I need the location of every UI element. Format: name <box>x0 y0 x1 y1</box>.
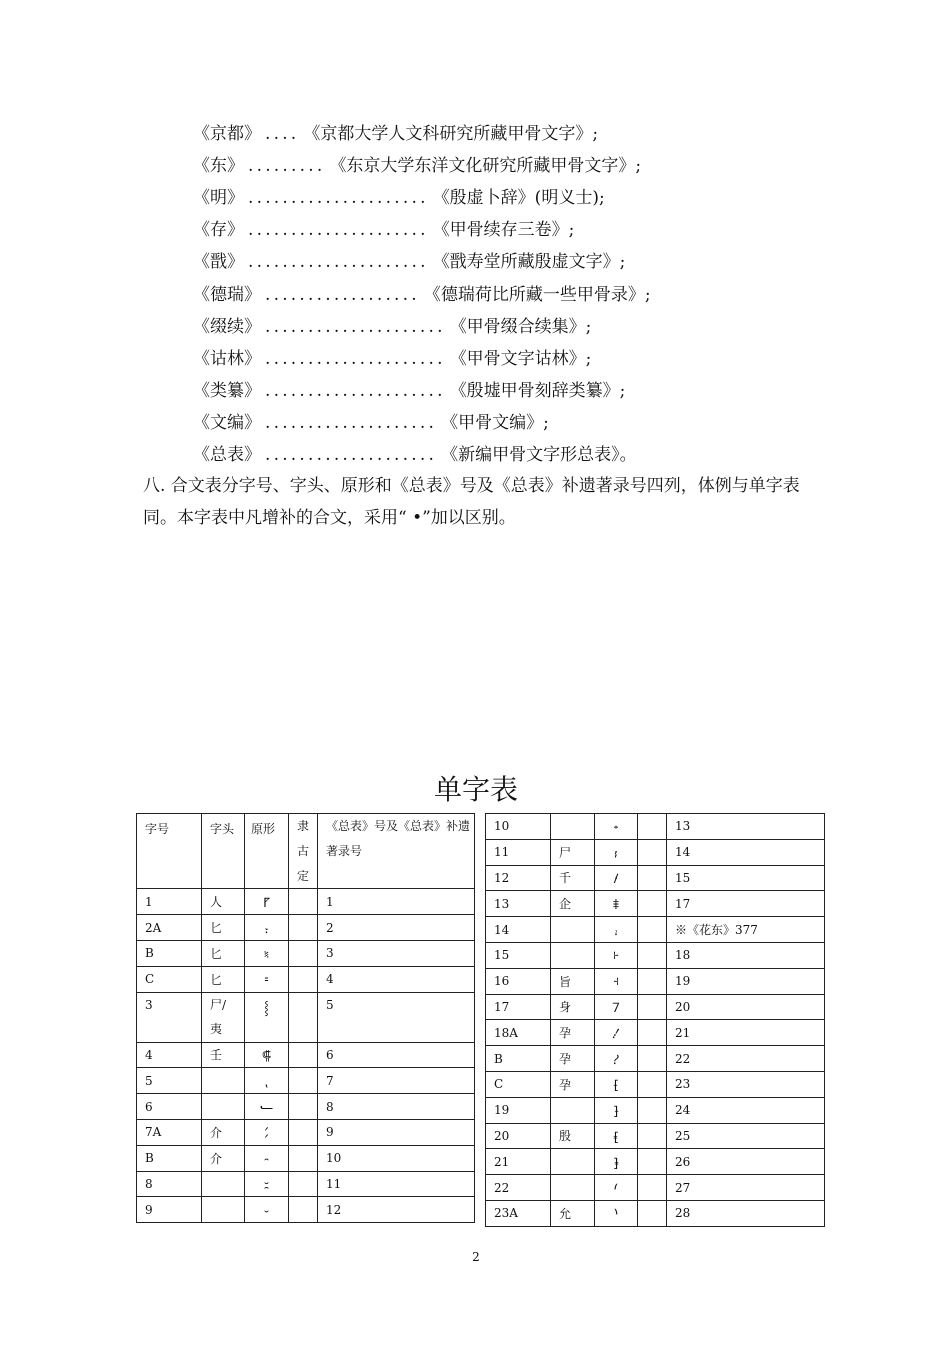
cell-li <box>638 1046 667 1072</box>
table-row <box>137 1145 475 1171</box>
cell-head <box>202 1171 245 1197</box>
cell-glyph: ⹙ <box>595 1175 638 1201</box>
cell-num: B <box>137 940 202 966</box>
abbreviation-line <box>193 124 598 144</box>
cell-li <box>638 1020 667 1046</box>
table-row <box>137 889 475 915</box>
abbreviation-dots: .... <box>265 124 300 144</box>
cell-head: 匕 <box>202 966 245 992</box>
cell-num: 11 <box>486 839 551 865</box>
cell-head <box>551 814 595 840</box>
table-row <box>486 1149 825 1175</box>
table-row <box>486 1046 825 1072</box>
abbreviation-short: 《缀续》 <box>193 317 261 337</box>
abbreviation-dots: ..................... <box>265 349 446 369</box>
abbreviation-short: 《类纂》 <box>193 381 261 401</box>
character-table-left <box>136 813 475 1223</box>
cell-li <box>289 1197 318 1223</box>
cell-glyph: ⹅ <box>245 1145 289 1171</box>
cell-ref: 12 <box>318 1197 475 1223</box>
cell-li <box>638 814 667 840</box>
cell-num: 15 <box>486 942 551 968</box>
table-title: 单字表 <box>433 773 518 806</box>
cell-head: 孕 <box>551 1020 595 1046</box>
cell-li <box>289 1042 318 1068</box>
cell-num: C <box>486 1071 551 1097</box>
table-row <box>486 1175 825 1201</box>
cell-num: 5 <box>137 1068 202 1094</box>
cell-num: 17 <box>486 994 551 1020</box>
header-li: 隶 古 定 <box>289 814 318 889</box>
cell-li <box>289 1171 318 1197</box>
cell-li <box>289 889 318 915</box>
cell-li <box>638 917 667 943</box>
cell-head: 企 <box>551 891 595 917</box>
cell-head <box>551 917 595 943</box>
cell-num: 13 <box>486 891 551 917</box>
cell-head <box>202 1094 245 1120</box>
cell-num: 12 <box>486 865 551 891</box>
cell-head: 介 <box>202 1145 245 1171</box>
cell-num: C <box>137 966 202 992</box>
cell-li <box>638 942 667 968</box>
cell-num: 19 <box>486 1097 551 1123</box>
table-row <box>486 814 825 840</box>
cell-head: 旨 <box>551 968 595 994</box>
cell-head <box>551 1097 595 1123</box>
abbreviation-short: 《总表》 <box>193 445 261 465</box>
abbreviation-full: 《甲骨文字诂林》; <box>449 349 592 369</box>
cell-head: 介 <box>202 1119 245 1145</box>
cell-li <box>638 1123 667 1149</box>
cell-num: 6 <box>137 1094 202 1120</box>
abbreviation-full: 《新编甲骨文字形总表》。 <box>441 445 637 465</box>
cell-li <box>638 865 667 891</box>
cell-num: 2A <box>137 915 202 941</box>
cell-head <box>202 1197 245 1223</box>
abbreviation-dots: ..................... <box>248 220 429 240</box>
abbreviation-short: 《东》 <box>193 156 244 176</box>
cell-num: 18A <box>486 1020 551 1046</box>
cell-li <box>638 994 667 1020</box>
cell-ref: 18 <box>667 942 825 968</box>
abbreviation-short: 《存》 <box>193 220 244 240</box>
cell-ref: 8 <box>318 1094 475 1120</box>
abbreviation-full: 《甲骨缀合续集》; <box>449 317 592 337</box>
abbreviation-line <box>193 317 591 337</box>
cell-glyph: ⹋ <box>595 891 638 917</box>
cell-ref: ※《花东》377 <box>667 917 825 943</box>
cell-ref: 14 <box>667 839 825 865</box>
cell-ref: 6 <box>318 1042 475 1068</box>
cell-glyph: ⹆ <box>245 1171 289 1197</box>
table-row <box>137 1042 475 1068</box>
abbreviation-line <box>193 445 637 465</box>
abbreviation-dots: ..................... <box>248 188 429 208</box>
cell-head: 壬 <box>202 1042 245 1068</box>
character-table-right <box>485 813 825 1227</box>
cell-li <box>638 1097 667 1123</box>
table-row <box>137 1171 475 1197</box>
abbreviation-full: 《德瑞荷比所藏一些甲骨录》; <box>423 285 651 305</box>
cell-num: 1 <box>137 889 202 915</box>
cell-li <box>289 1145 318 1171</box>
cell-li <box>638 1149 667 1175</box>
cell-num: 4 <box>137 1042 202 1068</box>
cell-ref: 5 <box>318 992 475 1042</box>
cell-num: 20 <box>486 1123 551 1149</box>
cell-head: 孕 <box>551 1046 595 1072</box>
cell-li <box>289 915 318 941</box>
cell-glyph: ⹏ <box>245 940 289 966</box>
abbreviation-short: 《诂林》 <box>193 349 261 369</box>
cell-num: 22 <box>486 1175 551 1201</box>
table-row <box>137 992 475 1042</box>
abbreviation-line <box>193 220 574 240</box>
cell-glyph: ⹗ <box>595 1123 638 1149</box>
cell-glyph: ⹁ <box>245 1068 289 1094</box>
cell-head: 匕 <box>202 915 245 941</box>
cell-head <box>202 1068 245 1094</box>
table-row <box>137 1197 475 1223</box>
cell-glyph: ⹓ <box>595 1020 638 1046</box>
table-row <box>486 891 825 917</box>
abbreviation-line <box>193 156 641 176</box>
cell-ref: 28 <box>667 1200 825 1226</box>
table-row <box>486 1071 825 1097</box>
cell-li <box>638 968 667 994</box>
abbreviation-full: 《戬寿堂所藏殷虚文字》; <box>432 252 626 272</box>
table-row <box>486 1123 825 1149</box>
table-row <box>486 994 825 1020</box>
table-row <box>137 966 475 992</box>
cell-ref: 21 <box>667 1020 825 1046</box>
cell-ref: 9 <box>318 1119 475 1145</box>
table-row <box>486 1200 825 1226</box>
abbreviation-dots: .................... <box>265 445 438 465</box>
cell-li <box>638 1200 667 1226</box>
header-head: 字头 <box>202 814 245 889</box>
cell-li <box>289 940 318 966</box>
cell-head <box>551 1149 595 1175</box>
cell-ref: 15 <box>667 865 825 891</box>
header-num: 字号 <box>137 814 202 889</box>
section-eight-paragraph: 八. 合文表分字号、字头、原形和《总表》号及《总表》补遗著录号四列，体例与单字表同。本字表中凡增补的合文，采用“ •”加以区别。 <box>143 476 800 528</box>
cell-glyph: ⹌ <box>595 917 638 943</box>
header-form: 原形 <box>245 814 289 889</box>
cell-ref: 19 <box>667 968 825 994</box>
cell-head: 匕 <box>202 940 245 966</box>
cell-glyph: ⹕ <box>595 1071 638 1097</box>
cell-ref: 20 <box>667 994 825 1020</box>
cell-li <box>289 1094 318 1120</box>
cell-li <box>638 1071 667 1097</box>
cell-glyph: ⹎ <box>245 915 289 941</box>
cell-glyph: ⹃ <box>245 1094 289 1120</box>
cell-li <box>289 992 318 1042</box>
cell-num: 3 <box>137 992 202 1042</box>
cell-num: 21 <box>486 1149 551 1175</box>
table-row <box>486 865 825 891</box>
abbreviation-short: 《京都》 <box>193 124 261 144</box>
cell-li <box>289 966 318 992</box>
cell-ref: 17 <box>667 891 825 917</box>
abbreviation-full: 《甲骨文编》; <box>441 413 549 433</box>
table-row <box>137 915 475 941</box>
abbreviation-full: 《殷虚卜辞》(明义士); <box>432 188 605 208</box>
table-row <box>486 839 825 865</box>
cell-num: 8 <box>137 1171 202 1197</box>
abbreviation-short: 《明》 <box>193 188 244 208</box>
cell-ref: 25 <box>667 1123 825 1149</box>
cell-li <box>638 1175 667 1201</box>
cell-li <box>289 1068 318 1094</box>
cell-num: B <box>137 1145 202 1171</box>
cell-glyph: ⸾ <box>245 992 289 1042</box>
cell-ref: 23 <box>667 1071 825 1097</box>
cell-glyph: ⹇ <box>245 1197 289 1223</box>
cell-ref: 24 <box>667 1097 825 1123</box>
cell-glyph: ⹍ <box>245 889 289 915</box>
cell-ref: 7 <box>318 1068 475 1094</box>
abbreviation-line <box>193 381 625 401</box>
table-row <box>137 1068 475 1094</box>
cell-glyph: ⹊ <box>595 865 638 891</box>
cell-li <box>638 839 667 865</box>
cell-ref: 13 <box>667 814 825 840</box>
cell-num: 7A <box>137 1119 202 1145</box>
cell-head: 千 <box>551 865 595 891</box>
abbreviation-short: 《戬》 <box>193 252 244 272</box>
cell-ref: 11 <box>318 1171 475 1197</box>
table-row <box>486 917 825 943</box>
cell-glyph: ⹔ <box>595 1046 638 1072</box>
table-row <box>486 942 825 968</box>
cell-head <box>551 942 595 968</box>
cell-li <box>638 891 667 917</box>
abbreviation-short: 《德瑞》 <box>193 285 261 305</box>
abbreviation-line <box>193 188 605 208</box>
cell-num: 23A <box>486 1200 551 1226</box>
cell-glyph: ⹒ <box>595 994 638 1020</box>
cell-glyph: ⹑ <box>595 968 638 994</box>
abbreviation-line <box>193 413 549 433</box>
cell-glyph: ⹚ <box>595 1200 638 1226</box>
cell-ref: 27 <box>667 1175 825 1201</box>
abbreviation-full: 《东京大学东洋文化研究所藏甲骨文字》; <box>329 156 642 176</box>
cell-glyph: ⹈ <box>595 814 638 840</box>
cell-ref: 22 <box>667 1046 825 1072</box>
abbreviation-dots: ..................... <box>248 252 429 272</box>
table-row <box>486 1097 825 1123</box>
table-row <box>137 1094 475 1120</box>
abbreviation-dots: ......... <box>248 156 326 176</box>
cell-head: 孕 <box>551 1071 595 1097</box>
abbreviation-dots: ..................... <box>265 317 446 337</box>
abbreviation-dots: ..................... <box>265 381 446 401</box>
abbreviation-line <box>193 349 591 369</box>
cell-num: B <box>486 1046 551 1072</box>
cell-glyph: ⹄ <box>245 1119 289 1145</box>
cell-glyph: ⹖ <box>595 1097 638 1123</box>
abbreviation-short: 《文编》 <box>193 413 261 433</box>
cell-ref: 3 <box>318 940 475 966</box>
cell-head: 殷 <box>551 1123 595 1149</box>
abbreviation-dots: .................... <box>265 413 438 433</box>
cell-li <box>289 1119 318 1145</box>
cell-glyph: ⸿ <box>245 1042 289 1068</box>
cell-num: 10 <box>486 814 551 840</box>
cell-ref: 26 <box>667 1149 825 1175</box>
cell-head: 尸 <box>551 839 595 865</box>
cell-glyph: ⹀ <box>245 966 289 992</box>
table-row <box>137 940 475 966</box>
cell-num: 16 <box>486 968 551 994</box>
abbreviation-line <box>193 252 625 272</box>
abbreviation-full: 《京都大学人文科研究所藏甲骨文字》; <box>303 124 599 144</box>
abbreviation-full: 《甲骨续存三卷》; <box>432 220 575 240</box>
cell-glyph: ⹘ <box>595 1149 638 1175</box>
cell-head: 尸/ 夷 <box>202 992 245 1042</box>
cell-ref: 10 <box>318 1145 475 1171</box>
cell-ref: 1 <box>318 889 475 915</box>
table-row <box>486 1020 825 1046</box>
cell-head: 人 <box>202 889 245 915</box>
page-number: 2 <box>472 1250 480 1264</box>
cell-num: 9 <box>137 1197 202 1223</box>
abbreviation-dots: .................. <box>265 285 420 305</box>
cell-ref: 4 <box>318 966 475 992</box>
table-row <box>137 1119 475 1145</box>
cell-head: 允 <box>551 1200 595 1226</box>
header-ref: 《总表》号及《总表》补遗 著录号 <box>318 814 475 889</box>
cell-glyph: ⹐ <box>595 942 638 968</box>
cell-glyph: ⹉ <box>595 839 638 865</box>
cell-ref: 2 <box>318 915 475 941</box>
cell-head: 身 <box>551 994 595 1020</box>
cell-head <box>551 1175 595 1201</box>
cell-num: 14 <box>486 917 551 943</box>
table-row <box>486 968 825 994</box>
abbreviation-full: 《殷墟甲骨刻辞类纂》; <box>449 381 626 401</box>
abbreviation-line <box>193 285 651 305</box>
